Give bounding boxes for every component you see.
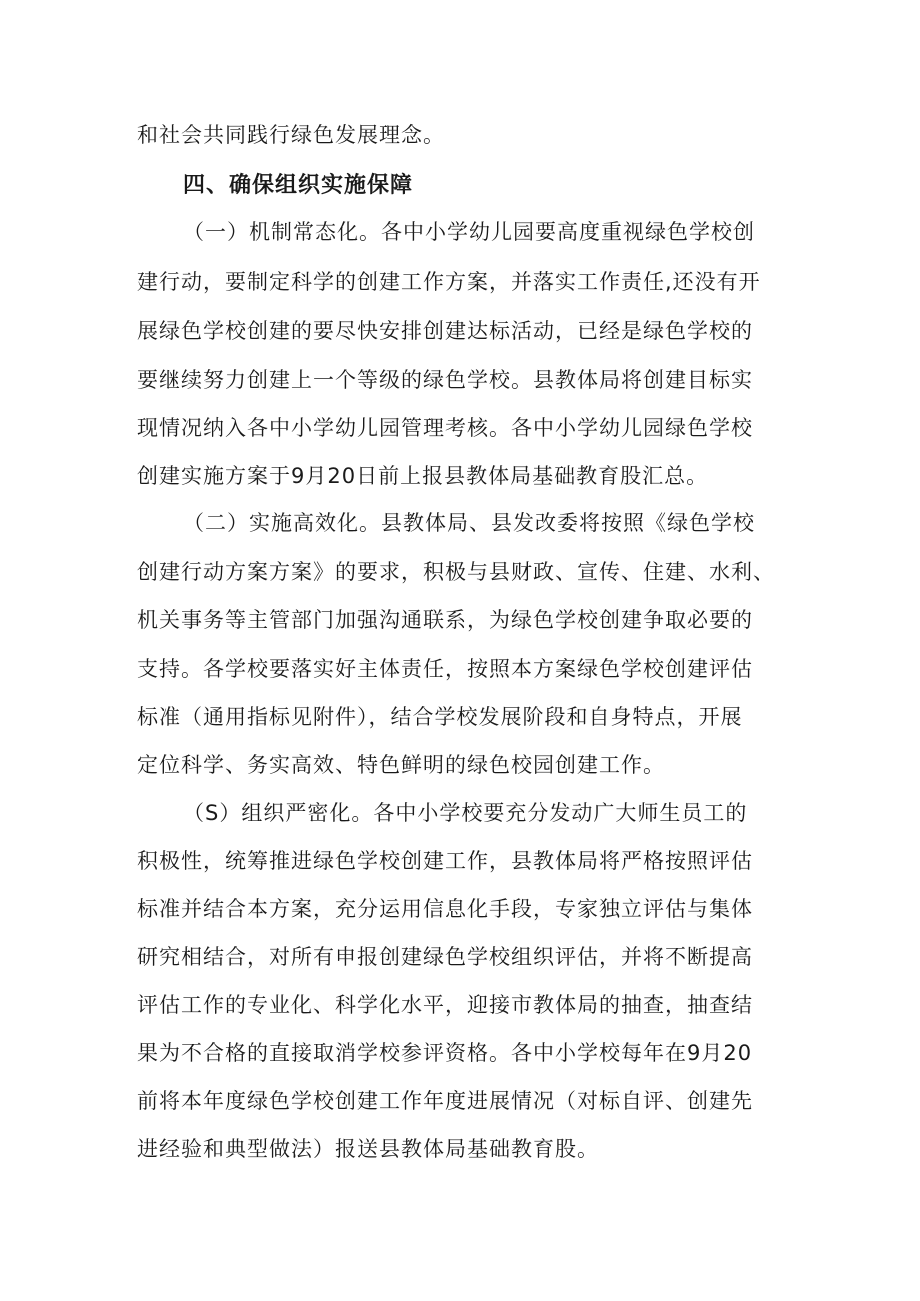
paragraph-line: 评估工作的专业化、科学化水平，迎接市教体局的抽查，抽查结 [137,993,753,1017]
paragraph-line: 机关事务等主管部门加强沟通联系，为绿色学校创建争取必要的 [137,608,753,632]
paragraph-line: 标准并结合本方案，充分运用信息化手段，专家独立评估与集体 [137,897,753,921]
paragraph-line: 创建实施方案于9月20日前上报县教体局基础教育股汇总。 [137,464,709,488]
paragraph-line: 展绿色学校创建的要尽快安排创建达标活动，已经是绿色学校的 [137,319,753,343]
paragraph-line: 现情况纳入各中小学幼儿园管理考核。各中小学幼儿园绿色学校 [137,416,753,440]
paragraph-line: 标准（通用指标见附件），结合学校发展阶段和自身特点，开展 [137,705,743,729]
paragraph-line: （二）实施高效化。县教体局、县发改委将按照《绿色学校 [183,511,755,535]
paragraph-line: （S）组织严密化。各中小学校要充分发动广大师生员工的 [183,801,748,825]
section-heading: 四、确保组织实施保障 [183,173,414,198]
paragraph-line: 果为不合格的直接取消学校参评资格。各中小学校每年在9月20 [137,1041,753,1065]
paragraph-line: 积极性，统筹推进绿色学校创建工作，县教体局将严格按照评估 [137,849,753,873]
paragraph-line: 研究相结合，对所有申报创建绿色学校组织评估，并将不断提高 [137,945,753,969]
paragraph-line: 要继续努力创建上一个等级的绿色学校。县教体局将创建目标实 [137,368,753,392]
paragraph-line: 创建行动方案方案》的要求，积极与县财政、宣传、住建、水利、 [137,560,775,584]
paragraph-line: 进经验和典型做法）报送县教体局基础教育股。 [137,1137,599,1161]
paragraph-line: 定位科学、务实高效、特色鲜明的绿色校园创建工作。 [137,753,665,777]
paragraph-line: （一）机制常态化。各中小学幼儿园要高度重视绿色学校创 [183,220,755,244]
paragraph-line: 和社会共同践行绿色发展理念。 [137,123,445,147]
paragraph-line: 支持。各学校要落实好主体责任，按照本方案绿色学校创建评估 [137,657,753,681]
paragraph-line: 前将本年度绿色学校创建工作年度进展情况（对标自评、创建先 [137,1089,753,1113]
paragraph-line: 建行动，要制定科学的创建工作方案，并落实工作责任,还没有开 [137,270,761,294]
